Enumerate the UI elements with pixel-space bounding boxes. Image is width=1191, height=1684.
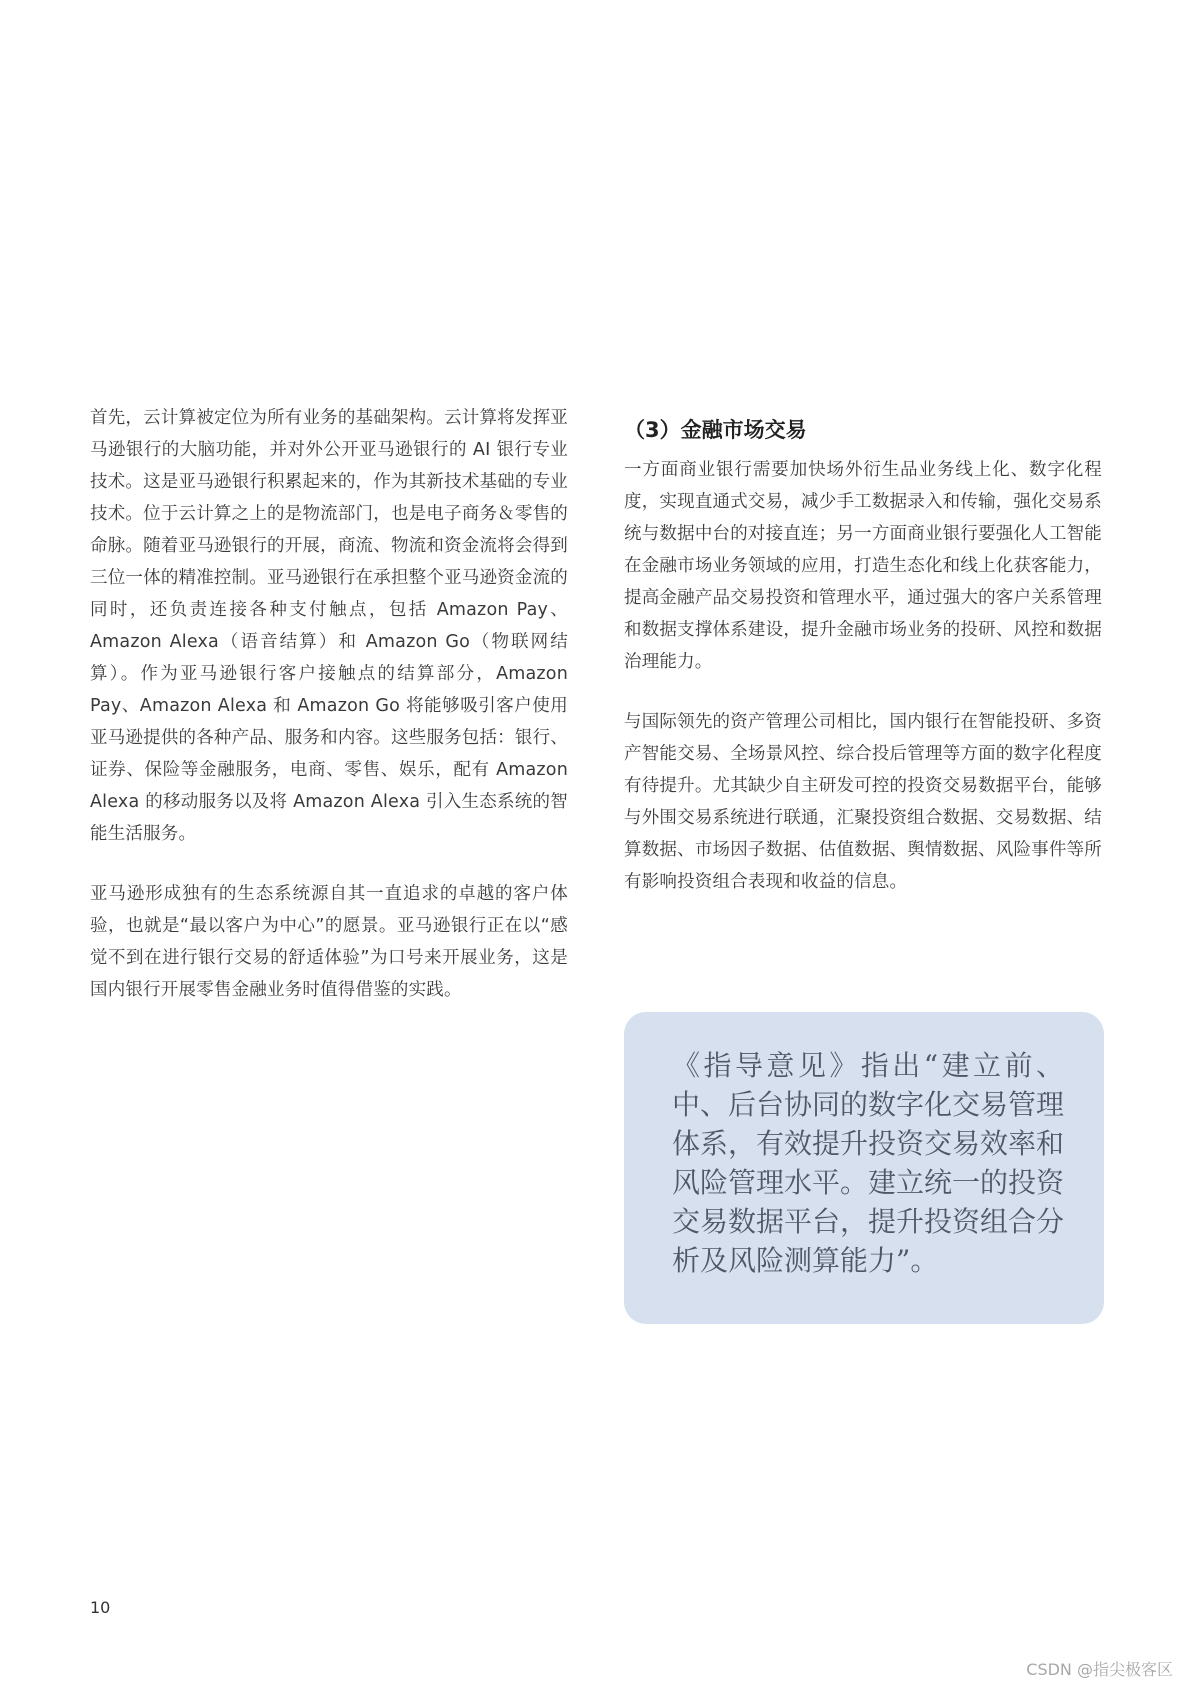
quote-callout-box xyxy=(624,1012,1104,1324)
section-heading: （3）金融市场交易 xyxy=(624,418,807,442)
left-paragraph-2: 亚马逊形成独有的生态系统源自其一直追求的卓越的客户体验，也就是“最以客户为中心”的愿景。亚马逊银行正在以“感觉不到在进行银行交易的舒适体验”为口号来开展业务，这是国内银行开展零售金融业务时值得借鉴的实践。 xyxy=(90,884,568,1000)
right-column xyxy=(624,414,1102,926)
right-paragraph-2: 与国际领先的资产管理公司相比，国内银行在智能投研、多资产智能交易、全场景风控、综合投后管理等方面的数字化程度有待提升。尤其缺少自主研发可控的投资交易数据平台，能够与外围交易系统进行联通，汇聚投资组合数据、交易数据、结算数据、市场因子数据、估值数据、舆情数据、风险事件等所有影响投资组合表现和收益的信息。 xyxy=(624,712,1102,892)
quote-text: 《指导意见》指出“建立前、中、后台协同的数字化交易管理体系，有效提升投资交易效率和风险管理水平。建立统一的投资交易数据平台，提升投资组合分析及风险测算能力”。 xyxy=(672,1049,1065,1277)
left-column xyxy=(90,402,568,1034)
right-paragraph-1: 一方面商业银行需要加快场外衍生品业务线上化、数字化程度，实现直通式交易，减少手工数据录入和传输，强化交易系统与数据中台的对接直连；另一方面商业银行要强化人工智能在金融市场业务领域的应用，打造生态化和线上化获客能力，提高金融产品交易投资和管理水平，通过强大的客户关系管理和数据支撑体系建设，提升金融市场业务的投研、风控和数据治理能力。 xyxy=(624,460,1102,672)
watermark: CSDN @指尖极客区 xyxy=(1026,1660,1173,1679)
left-paragraph-1: 首先，云计算被定位为所有业务的基础架构。云计算将发挥亚马逊银行的大脑功能，并对外公开亚马逊银行的 AI 银行专业技术。这是亚马逊银行积累起来的，作为其新技术基础的专业技术。位于云计算之上的是物流部门，也是电子商务＆零售的命脉。随着亚马逊银行的开展，商流、物流和资金流将会得到三位一体的精准控制。亚马逊银行在承担整个亚马逊资金流的同时，还负责连接各种支付触点，包括 Amazon Pay、Amazon Alexa（语音结算）和 Amazon Go（物联网结算）。作为亚马逊银行客户接触点的结算部分，Amazon Pay、Amazon Alexa 和 Amazon Go 将能够吸引客户使用亚马逊提供的各种产品、服务和内容。这些服务包括：银行、证券、保险等金融服务，电商、零售、娱乐，配有 Amazon Alexa 的移动服务以及将 Amazon Alexa 引入生态系统的智能生活服务。 xyxy=(90,408,568,844)
page-number: 10 xyxy=(90,1598,111,1617)
